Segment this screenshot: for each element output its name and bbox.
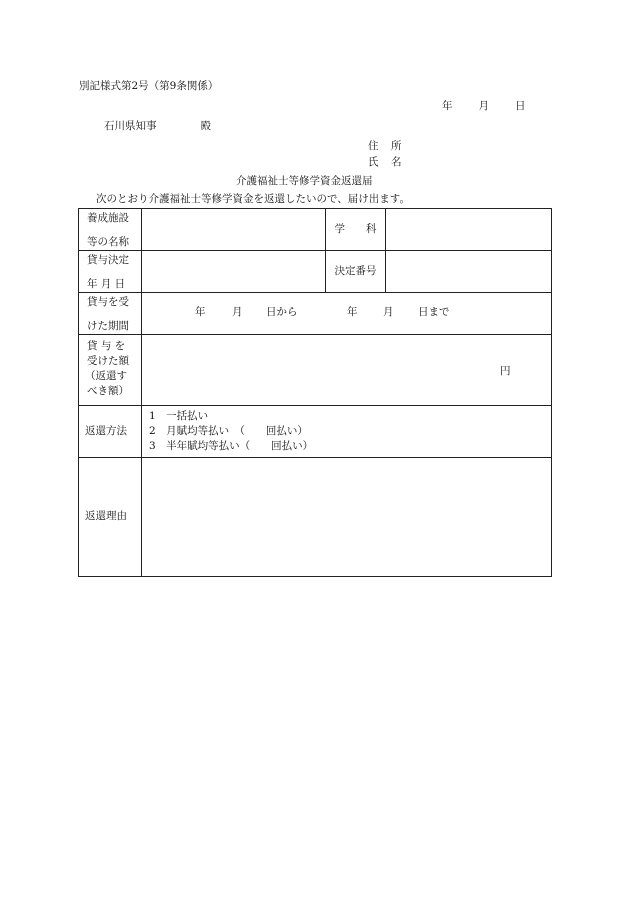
method-option-semiannual[interactable]: 3 半年賦均等払い（ 回払い） [149, 440, 314, 452]
honorific: 殿 [200, 120, 211, 132]
period-from-day: 日から [266, 305, 298, 318]
row-school-name [79, 209, 552, 251]
period-to-month: 月 [383, 305, 394, 318]
label-decision-number: 決定番号 [326, 251, 386, 293]
subject-field[interactable] [386, 209, 552, 251]
repayment-method-options [142, 406, 552, 458]
method-option-lump-sum[interactable]: 1 一括払い [149, 410, 209, 422]
decision-date-field[interactable] [142, 251, 326, 293]
yen-unit: 円 [500, 365, 511, 377]
form-number: 別記様式第2号（第9条関係） [79, 80, 219, 92]
label-loan-amount: 貸 与 を 受けた額 （返還す べき額） [79, 335, 142, 406]
label-loan-period: 貸与を受 けた期間 [79, 293, 142, 335]
decision-number-field[interactable] [386, 251, 552, 293]
document-title: 介護福祉士等修学資金返還届 [236, 175, 373, 187]
date-day-label: 日 [515, 100, 526, 112]
row-repayment-reason [79, 458, 552, 577]
address-label: 住 所 [368, 140, 403, 152]
return-form-table [78, 208, 552, 577]
label-repayment-reason: 返還理由 [79, 458, 142, 577]
intro-text: 次のとおり介護福祉士等修学資金を返還したいので、届け出ます。 [96, 193, 410, 205]
row-decision-date [79, 251, 552, 293]
row-loan-amount [79, 335, 552, 406]
label-repayment-method: 返還方法 [79, 406, 142, 458]
label-subject: 学 科 [326, 209, 386, 251]
period-to-day: 日まで [418, 305, 450, 318]
addressee-line [104, 121, 211, 132]
date-line [442, 101, 526, 112]
row-repayment-method [79, 406, 552, 458]
period-from-month: 月 [232, 305, 243, 318]
date-year-label: 年 [442, 100, 453, 112]
label-school-name: 養成施設 等の名称 [79, 209, 142, 251]
date-month-label: 月 [478, 100, 489, 112]
period-to-year: 年 [347, 305, 358, 318]
period-from-year: 年 [195, 305, 206, 318]
label-decision-date: 貸与決定 年 月 日 [79, 251, 142, 293]
loan-period-field[interactable] [142, 293, 552, 335]
row-loan-period [79, 293, 552, 335]
loan-amount-field[interactable] [142, 335, 552, 406]
repayment-reason-field[interactable] [142, 458, 552, 577]
school-name-field[interactable] [142, 209, 326, 251]
addressee-name: 石川県知事 [104, 120, 157, 132]
name-label: 氏 名 [368, 156, 403, 168]
method-option-monthly[interactable]: 2 月賦均等払い （ 回払い） [149, 425, 308, 437]
